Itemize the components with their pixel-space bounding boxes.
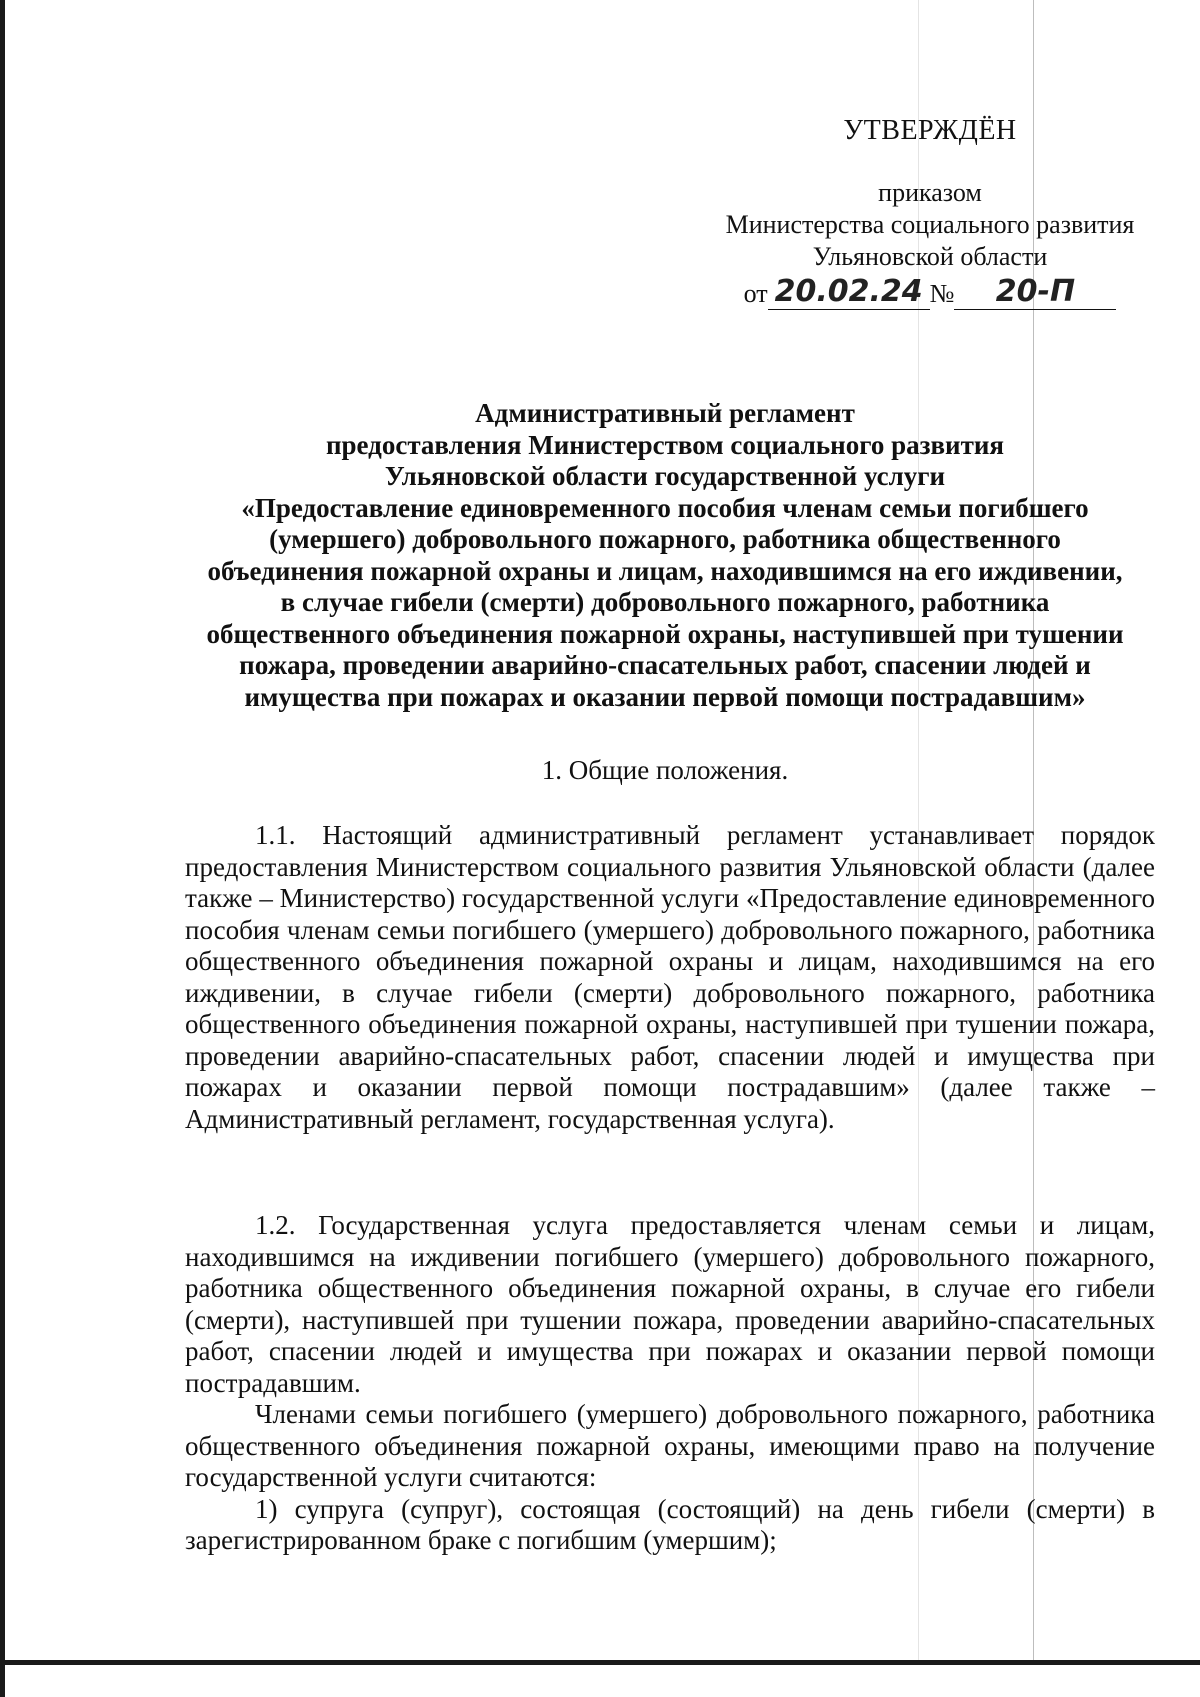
title-line: предоставления Министерством социального развития	[325, 429, 1005, 460]
title-line: пожара, проведении аварийно-спасательных работ, спасении людей и	[239, 650, 1091, 680]
title-line: (умершего) добровольного пожарного, работника общественного	[269, 524, 1061, 554]
number-prefix: №	[929, 279, 955, 308]
approval-date-line	[690, 275, 1170, 310]
document-title	[170, 398, 1160, 713]
approval-line-region: Ульяновской области	[812, 242, 1048, 271]
title-line: имущества при пожарах и оказании первой помощи пострадавшим»	[244, 681, 1086, 712]
title-line: общественного объединения пожарной охраны, наступившей при тушении	[206, 618, 1124, 649]
scan-bottom-edge	[0, 1660, 1200, 1665]
title-line: «Предоставление единовременного пособия членам семьи погибшего	[241, 492, 1089, 523]
handwritten-date: 20.02.24	[768, 275, 930, 310]
approval-block	[690, 115, 1170, 310]
date-prefix: от	[743, 279, 768, 308]
approval-line-order: приказом	[878, 178, 982, 207]
approval-title: УТВЕРЖДЁН	[843, 115, 1017, 146]
handwritten-number: 20-П	[954, 275, 1116, 310]
paragraph-1-1-block	[185, 820, 1155, 1135]
title-line: объединения пожарной охраны и лицам, находившимся на его иждивении,	[207, 555, 1123, 586]
paragraph-1-2-block	[185, 1210, 1155, 1557]
scan-left-edge	[0, 0, 5, 1697]
paragraph-1-1: 1.1. Настоящий административный регламент устанавливает порядок предоставления Министерством социального развития Ульяновской области (далее также – Министерство) государственной услуги «Предоставление единовременного пособия членам семьи погибшего (умершего) добровольного пожарного, работника общественного объединения пожарной охраны и лицам, находившимся на его иждивении, в случае гибели (смерти) добровольного пожарного, работника общественного объединения пожарной охраны, наступившей при тушении пожара, проведении аварийно-спасательных работ, спасении людей и имущества при пожарах и оказании первой помощи пострадавшим» (далее также – Административный регламент, государственная услуга).	[185, 820, 1155, 1134]
title-line: Административный регламент	[475, 398, 855, 428]
section-heading: 1. Общие положения.	[541, 755, 789, 785]
title-line: Ульяновской области государственной услуги	[384, 461, 946, 491]
title-line: в случае гибели (смерти) добровольного пожарного, работника	[280, 587, 1050, 617]
approval-line-ministry: Министерства социального развития	[725, 210, 1135, 239]
paragraph-1-2-family: Членами семьи погибшего (умершего) добровольного пожарного, работника общественного объединения пожарной охраны, имеющими право на получение государственной услуги считаются:	[185, 1399, 1155, 1492]
paragraph-1-2: 1.2. Государственная услуга предоставляется членам семьи и лицам, находившимся на иждивении погибшего (умершего) добровольного пожарного, работника общественного объединения пожарной охраны, в случае его гибели (смерти), наступившей при тушении пожара, проведении аварийно-спасательных работ, спасении людей и имущества при пожарах и оказании первой помощи пострадавшим.	[185, 1210, 1155, 1398]
paragraph-1-2-item-1: 1) супруга (супруг), состоящая (состоящий) на день гибели (смерти) в зарегистрированном браке с погибшим (умершим);	[185, 1493, 1155, 1555]
